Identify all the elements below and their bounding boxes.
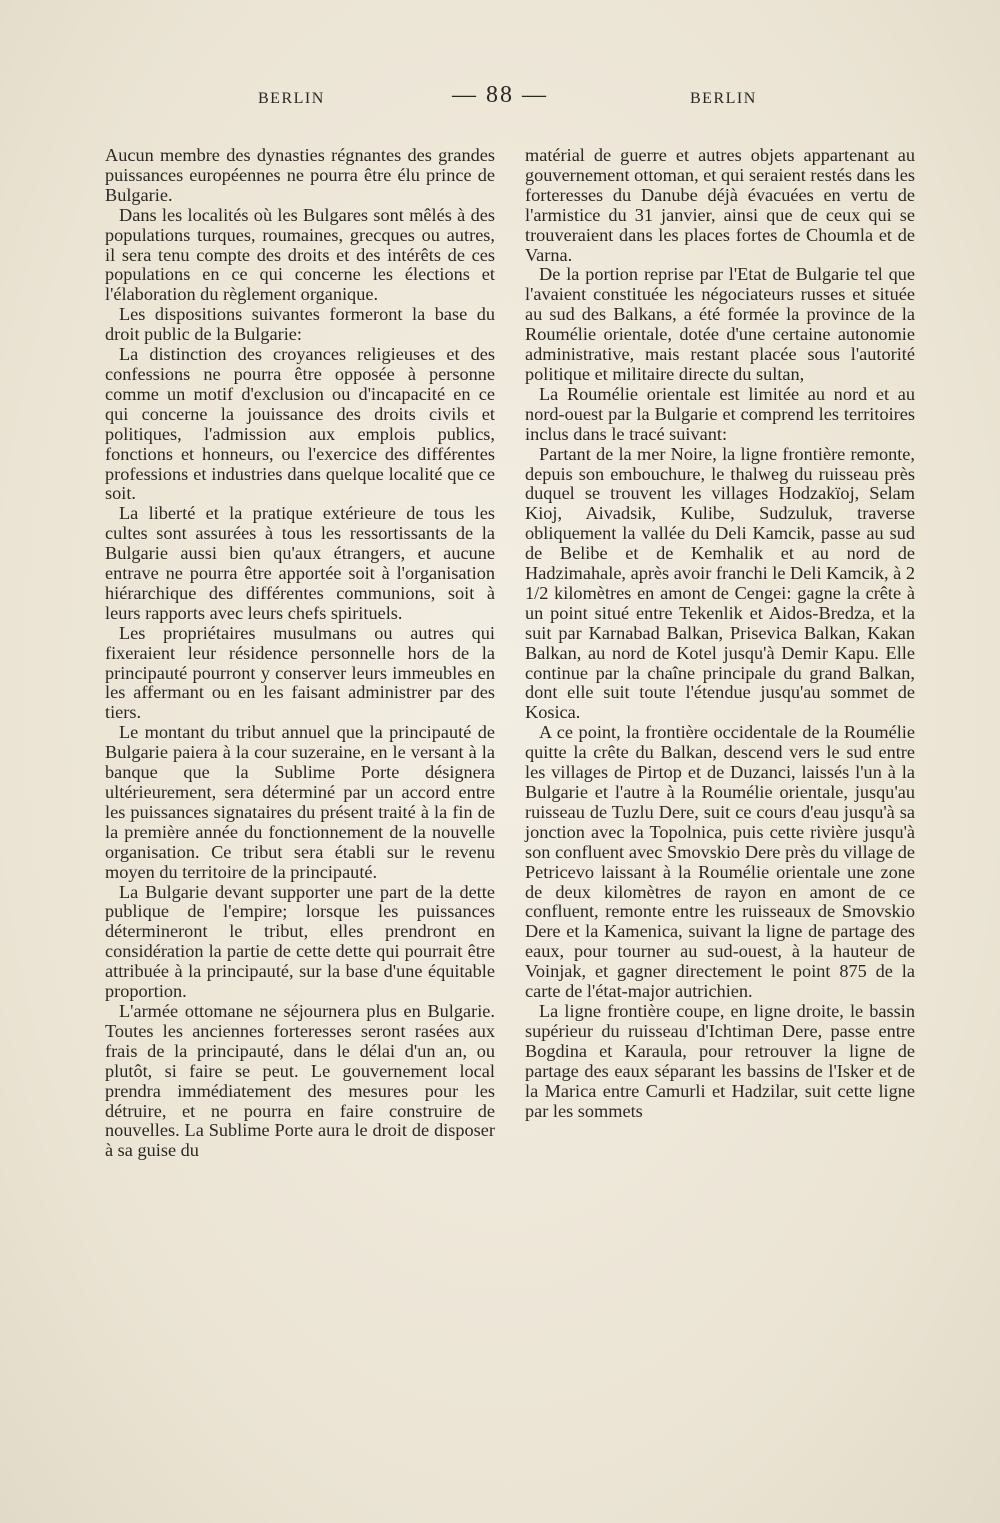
paragraph: La ligne frontière coupe, en ligne droite, le bassin supérieur du ruisseau d'Ichtiman Dere, passe entre Bogdina et Karaula, pour retrouver la ligne de partage des eaux séparant les bassins de l'Isker et de la Marica entre Camurli et Hadzilar, suit cette ligne par les sommets [525, 1000, 915, 1121]
paragraph: Le montant du tribut annuel que la principauté de Bulgarie paiera à la cour suzeraine, en le versant à la banque que la Sublime Porte désignera ultérieurement, sera déterminé par un accord entre les puissances signataires du présent traité à la fin de la première année du fonctionnement de la nouvelle organisation. Ce tribut sera établi sur le revenu moyen du territoire de la principauté. [105, 722, 495, 882]
paragraph: Les propriétaires musulmans ou autres qui fixeraient leur résidence personnelle hors de la principauté pourront y conserver leurs immeubles en les affermant ou en les faisant administrer par des tiers. [105, 622, 495, 723]
header-right-title: BERLIN [690, 90, 757, 107]
paragraph: Les dispositions suivantes formeront la base du droit public de la Bulgarie: [105, 304, 495, 345]
left-column [105, 146, 495, 1161]
paragraph: Aucun membre des dynasties régnantes des grandes puissances européennes ne pourra être élu prince de Bulgarie. [105, 145, 495, 205]
paragraph: A ce point, la frontière occidentale de la Roumélie quitte la crête du Balkan, descend vers le sud entre les villages de Pirtop et de Duzanci, laissés l'un à la Bulgarie et l'autre à la Roumélie orientale, jusqu'au ruisseau de Tuzlu Dere, suit ce cours d'eau jusqu'à sa jonction avec la Topolnica, puis cette rivière jusqu'à son confluent avec Smovskio Dere près du village de Petricevo laissant à la Roumélie orientale une zone de deux kilomètres de rayon en amont de ce confluent, remonte entre les ruisseaux de Smovskio Dere et la Kamenica, suivant la ligne de partage des eaux, pour tourner au sud-ouest, à la hauteur de Voinjak, et gagner directement le point 875 de la carte de l'état-major autrichien. [525, 722, 915, 1002]
paragraph: L'armée ottomane ne séjournera plus en Bulgarie. Toutes les anciennes forteresses seront rasées aux frais de la principauté, dans le délai d'un an, ou plutôt, si faire se peut. Le gouvernement local prendra immédiatement des mesures pour les détruire, et ne pourra en faire construire de nouvelles. La Sublime Porte aura le droit de disposer à sa guise du [105, 1000, 495, 1161]
running-header [100, 82, 900, 118]
header-left-title: BERLIN [258, 90, 325, 107]
paragraph: Partant de la mer Noire, la ligne frontière remonte, depuis son embouchure, le thalweg du ruisseau près duquel se trouvent les villages Hodzakïoj, Selam Kioj, Aivadsik, Kulibe, Sudzuluk, traverse obliquement la vallée du Deli Kamcik, passe au sud de Belibe et de Kemhalik et au nord de Hadzimahale, après avoir franchi le Deli Kamcik, à 2 1/2 kilomètres en amont de Cengei: gagne la crête à un point situé entre Tekenlik et Aidos-Bredza, et la suit par Karnabad Balkan, Prisevica Balkan, Kakan Balkan, au nord de Kotel jusqu'à Demir Kapu. Elle continue par la chaîne principale du grand Balkan, dont elle suit toute l'étendue jusqu'au sommet de Kosica. [525, 443, 915, 723]
paragraph: De la portion reprise par l'Etat de Bulgarie tel que l'avaient constituée les négociateurs russes et située au sud des Balkans, a été formée la province de la Roumélie orientale, dotée d'une certaine autonomie administrative, mais restant placée sous l'autorité politique et militaire directe du sultan, [525, 264, 915, 384]
paragraph: Dans les localités où les Bulgares sont mêlés à des populations turques, roumaines, grecques ou autres, il sera tenu compte des droits et des intérêts de ces populations en ce qui concerne les élections et l'élaboration du règlement organique. [105, 204, 495, 305]
paragraph: La Bulgarie devant supporter une part de la dette publique de l'empire; lorsque les puissances détermineront le tribut, elles prendront en considération la partie de cette dette qui pourrait être attribuée à la principauté, sur la base d'une équitable proportion. [105, 881, 495, 1002]
paragraph: La liberté et la pratique extérieure de tous les cultes sont assurées à tous les ressortissants de la Bulgarie aussi bien qu'aux étrangers, et aucune entrave ne pourra être apportée soit à l'organisation hiérarchique des différentes communions, soit à leurs rapports avec leurs chefs spirituels. [105, 503, 495, 623]
paragraph: matérial de guerre et autres objets appartenant au gouvernement ottoman, et qui seraient restés dans les forteresses du Danube déjà évacuées en vertu de l'armistice du 31 janvier, ainsi que de ceux qui se trouveraient dans les places fortes de Choumla et de Varna. [525, 145, 915, 265]
paragraph: La distinction des croyances religieuses et des confessions ne pourra être opposée à personne comme un motif d'exclusion ou d'incapacité en ce qui concerne la jouissance des droits civils et politiques, l'admission aux emplois publics, fonctions et honneurs, ou l'exercice des différentes professions et industries dans quelque localité que ce soit. [105, 344, 495, 504]
paragraph: La Roumélie orientale est limitée au nord et au nord-ouest par la Bulgarie et comprend les territoires inclus dans le tracé suivant: [525, 383, 915, 444]
right-column [525, 146, 915, 1121]
page-number: — 88 — [452, 82, 548, 108]
